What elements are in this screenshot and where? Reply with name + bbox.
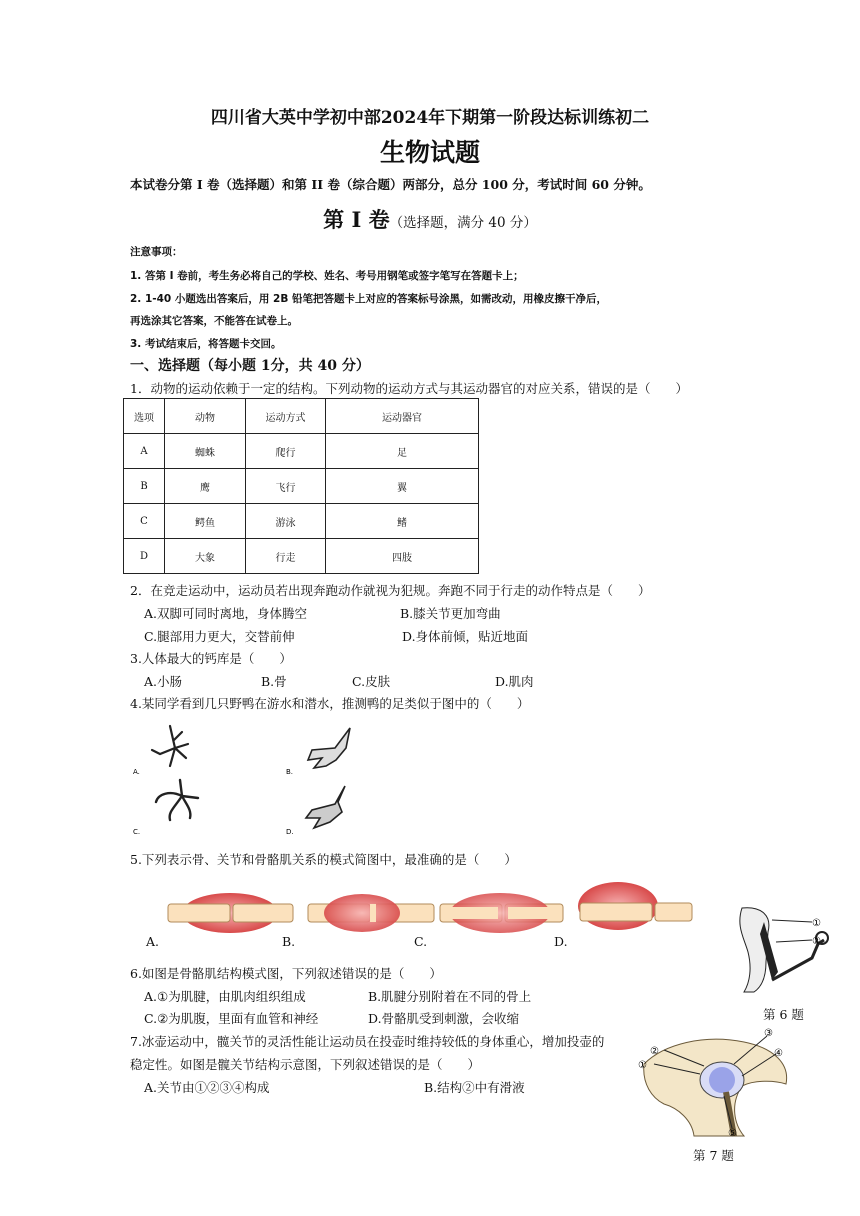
q6-option-d: D.骨骼肌受到刺激，会收缩 (368, 1011, 520, 1026)
note-item: 3. 考试结束后，将答题卡交回。 (130, 338, 282, 350)
subject-title: 生物试题 (379, 138, 480, 167)
table-cell: 飞行 (246, 469, 326, 504)
foot-b-image (308, 728, 350, 768)
school-title: 四川省大英中学初中部2024年下期第一阶段达标训练初二 (210, 108, 650, 128)
table-row (124, 539, 479, 574)
table-header: 动物 (165, 399, 246, 434)
q2-option-b: B.膝关节更加弯曲 (400, 606, 501, 621)
table-row (124, 469, 479, 504)
table-cell: 游泳 (246, 504, 326, 539)
q3-option-b: B.骨 (261, 674, 287, 689)
question-4: 4.某同学看到几只野鸭在游水和潜水，推测鸭的足类似于图中的（ ） (130, 696, 530, 711)
table-header: 选项 (124, 399, 165, 434)
notes-heading: 注意事项： (130, 246, 183, 258)
note-item: 1. 答第 I 卷前，考生务必将自己的学校、姓名、考号用钢笔或签字笔写在答题卡上； (130, 270, 524, 282)
foot-label-c: C. (133, 828, 141, 836)
table-cell: 爬行 (246, 434, 326, 469)
hip-mark-2: ② (650, 1046, 659, 1057)
duck-feet-figure (130, 718, 370, 840)
q6-option-c: C.②为肌腹，里面有血管和神经 (144, 1011, 319, 1026)
q5-label-c: C. (414, 934, 428, 949)
diagram-a (168, 893, 293, 933)
q3-option-d: D.肌肉 (495, 674, 534, 689)
foot-d-image (306, 786, 345, 828)
exam-intro: 本试卷分第 I 卷（选择题）和第 II 卷（综合题）两部分，总分 100 分，考试时间 60 分钟。 (130, 177, 651, 192)
foot-label-b: B. (286, 768, 294, 776)
q5-label-b: B. (282, 934, 296, 949)
question-7-line-2: 稳定性。如图是髋关节结构示意图，下列叙述错误的是（ ） (130, 1057, 481, 1072)
question-6: 6.如图是骨骼肌结构模式图，下列叙述错误的是（ ） (130, 966, 442, 981)
section-title: 一、选择题（每小题 1分，共 40 分） (130, 358, 370, 374)
question-7-line-1: 7.冰壶运动中，髋关节的灵活性能让运动员在投壶时维持较低的身体重心，增加投壶的 (130, 1034, 605, 1049)
table-header-row (124, 399, 479, 434)
table-row (124, 504, 479, 539)
note-item: 再选涂其它答案，不能答在试卷上。 (130, 315, 298, 327)
table-row (124, 434, 479, 469)
skeletal-muscle-figure (732, 902, 832, 998)
table-cell: 行走 (246, 539, 326, 574)
diagram-c (440, 893, 563, 933)
q6-option-b: B.肌腱分别附着在不同的骨上 (368, 989, 532, 1004)
q6-option-a: A.①为肌腱，由肌肉组织组成 (144, 989, 306, 1004)
figure-7-caption: 第 7 题 (693, 1148, 734, 1163)
q1-table (123, 398, 479, 574)
hip-mark-3: ③ (764, 1028, 773, 1039)
table-cell: 四肢 (326, 539, 479, 574)
foot-a-image (152, 726, 188, 766)
table-cell: 鹰 (165, 469, 246, 504)
hip-mark-5: ⑤ (728, 1128, 737, 1138)
table-cell: 鳄鱼 (165, 504, 246, 539)
foot-label-d: D. (286, 828, 294, 836)
table-cell: 足 (326, 434, 479, 469)
figure-6-caption: 第 6 题 (763, 1007, 804, 1022)
q7-option-a: A.关节由①②③④构成 (144, 1080, 270, 1095)
mark-2: ② (812, 936, 821, 947)
foot-c-image (156, 780, 198, 820)
table-cell: A (124, 434, 165, 469)
question-3: 3.人体最大的钙库是（ ） (130, 651, 292, 666)
table-header: 运动器官 (326, 399, 479, 434)
q2-option-a: A.双脚可同时离地，身体腾空 (144, 606, 308, 621)
hip-mark-4: ④ (774, 1048, 783, 1059)
q5-label-a: A. (146, 934, 160, 949)
table-cell: D (124, 539, 165, 574)
part-title-main: 第 I 卷 (323, 207, 390, 232)
diagram-b (308, 894, 434, 932)
q7-option-b: B.结构②中有滑液 (424, 1080, 525, 1095)
q2-option-c: C.腿部用力更大，交替前伸 (144, 629, 295, 644)
mark-1: ① (812, 918, 821, 929)
table-cell: 翼 (326, 469, 479, 504)
question-1: 1．动物的运动依赖于一定的结构。下列动物的运动方式与其运动器官的对应关系，错误的是（ ） (130, 381, 688, 396)
table-cell: 鳍 (326, 504, 479, 539)
q3-option-c: C.皮肤 (352, 674, 391, 689)
question-5: 5.下列表示骨、关节和骨骼肌关系的模式简图中，最准确的是（ ） (130, 852, 517, 867)
hip-joint-figure (634, 1024, 794, 1138)
table-cell: B (124, 469, 165, 504)
question-2: 2．在竞走运动中，运动员若出现奔跑动作就视为犯规。奔跑不同于行走的动作特点是（ ） (130, 583, 651, 598)
foot-label-a: A. (133, 768, 140, 776)
note-item: 2. 1-40 小题选出答案后，用 2B 铅笔把答题卡上对应的答案标号涂黑，如需改动，用橡皮擦干净后， (130, 293, 607, 305)
q2-option-d: D.身体前倾，贴近地面 (402, 629, 529, 644)
table-header: 运动方式 (246, 399, 326, 434)
q3-option-a: A.小肠 (144, 674, 183, 689)
q5-label-d: D. (554, 934, 568, 949)
diagram-d (578, 882, 692, 930)
hip-mark-1: ① (638, 1060, 647, 1071)
part-title (0, 204, 860, 234)
table-cell: 大象 (165, 539, 246, 574)
table-cell: 蜘蛛 (165, 434, 246, 469)
part-title-note: （选择题，满分 40 分） (389, 215, 537, 231)
table-cell: C (124, 504, 165, 539)
